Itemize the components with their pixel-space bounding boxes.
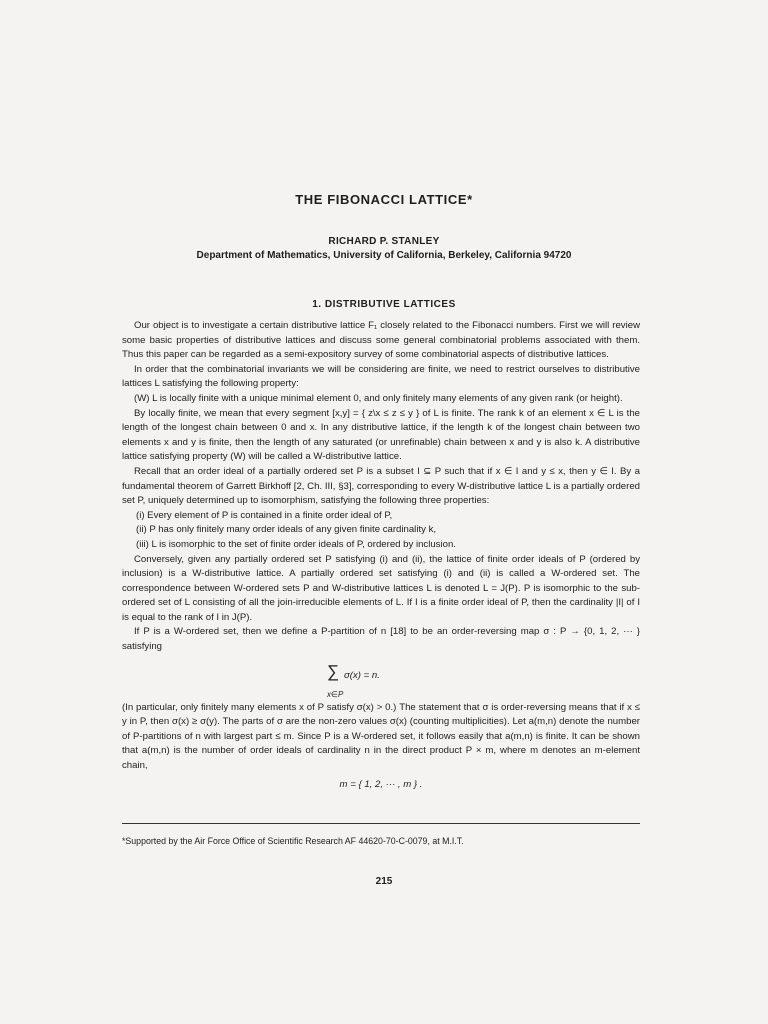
body-text (122, 319, 640, 792)
property-iii: (iii) L is isomorphic to the set of finite order ideals of P, ordered by inclusion. (136, 538, 456, 550)
footnote: *Supported by the Air Force Office of Scientific Research AF 44620-70-C-0079, at M.I.T. (122, 836, 464, 846)
paragraph-order-reversing: (In particular, only finitely many elements x of P satisfy σ(x) > 0.) The statement that σ is order-reversing means that if x ≤ y in P, then σ(x) ≥ σ(y). The parts of σ are the non-zero values σ(x) (counting multiplicities). Let a(m,n) denote the number of P-partitions of n with largest part ≤ m. Since P is a W-ordered set, it follows easily that a(m,n) is finite. It can be shown that a(m,n) is the number of order ideals of cardinality n in the direct product P × m, where m denotes an m-element chain, (122, 701, 640, 772)
paragraph-1: Our object is to investigate a certain distributive lattice F₁ closely related to the Fibonacci numbers. First we will review some basic properties of distributive lattices and discuss some general combinatorial problems associated with them. Thus this paper can be regarded as a semi-expository survey of some combinatorial aspects of distributive lattices. (122, 320, 640, 361)
section-heading: 1. DISTRIBUTIVE LATTICES (312, 299, 456, 310)
paragraph-p-partition: If P is a W-ordered set, then we define a P-partition of n [18] to be an order-reversing map σ : P → {0, 1, 2, ··· } satisfying (122, 626, 640, 653)
paragraph-2: In order that the combinatorial invariants we will be considering are finite, we need to restrict ourselves to distributive lattices L satisfying the following property: (122, 363, 640, 390)
page-number: 215 (375, 876, 393, 887)
author-affiliation: Department of Mathematics, University of California, Berkeley, California 94720 (196, 250, 572, 261)
paragraph-locally-finite: By locally finite, we mean that every segment [x,y] = { z\x ≤ z ≤ y } of L is finite. The rank k of an element x ∈ L is the length of the longest chain between 0 and x. In any distributive lattice, if the length k of the longest chain between two elements x and y is finite, then the length of any saturated (or unrefinable) chain between x and y is also k. A distributive lattice satisfying property (W) will be called a W-distributive lattice. (122, 407, 640, 463)
property-ii: (ii) P has only finitely many order ideals of any given finite cardinality k, (136, 524, 437, 536)
chain-equation: m = { 1, 2, ··· , m } . (339, 778, 423, 790)
property-i: (i) Every element of P is contained in a finite order ideal of P, (136, 509, 393, 521)
sum-expression: σ(x) = n. (344, 669, 380, 681)
author-name: RICHARD P. STANLEY (328, 236, 440, 247)
paragraph-conversely: Conversely, given any partially ordered set P satisfying (i) and (ii), the lattice of finite order ideals of P (ordered by inclusion) is a W-distributive lattice. A partially ordered set satisfying (i) and (ii) is called a W-ordered set. The correspondence between W-ordered sets P and W-distributive lattices L is denoted L = J(P). P is isomorphic to the sub-ordered set of L consisting of all the join-irreducible elements of L. If I is a finite order ideal of P, then the cardinality |I| of I is equal to the rank of I in J(P). (122, 553, 640, 623)
sum-subscript: x∈P (327, 689, 344, 699)
sum-equation (122, 655, 640, 701)
property-w: (W) L is locally finite with a unique minimal element 0, and only finitely many elements of any given rank (or height). (134, 392, 623, 404)
footnote-rule (122, 823, 640, 824)
paper-title: THE FIBONACCI LATTICE* (295, 192, 473, 207)
sum-symbol: ∑ (327, 661, 340, 681)
paragraph-order-ideal: Recall that an order ideal of a partially ordered set P is a subset I ⊆ P such that if x ∈ I and y ≤ x, then y ∈ I. By a fundamental theorem of Garrett Birkhoff [2, Ch. III, §3], corresponding to every W-distributive lattice L is a partially ordered set P, uniquely determined up to isomorphism, satisfying the following three properties: (122, 465, 640, 507)
